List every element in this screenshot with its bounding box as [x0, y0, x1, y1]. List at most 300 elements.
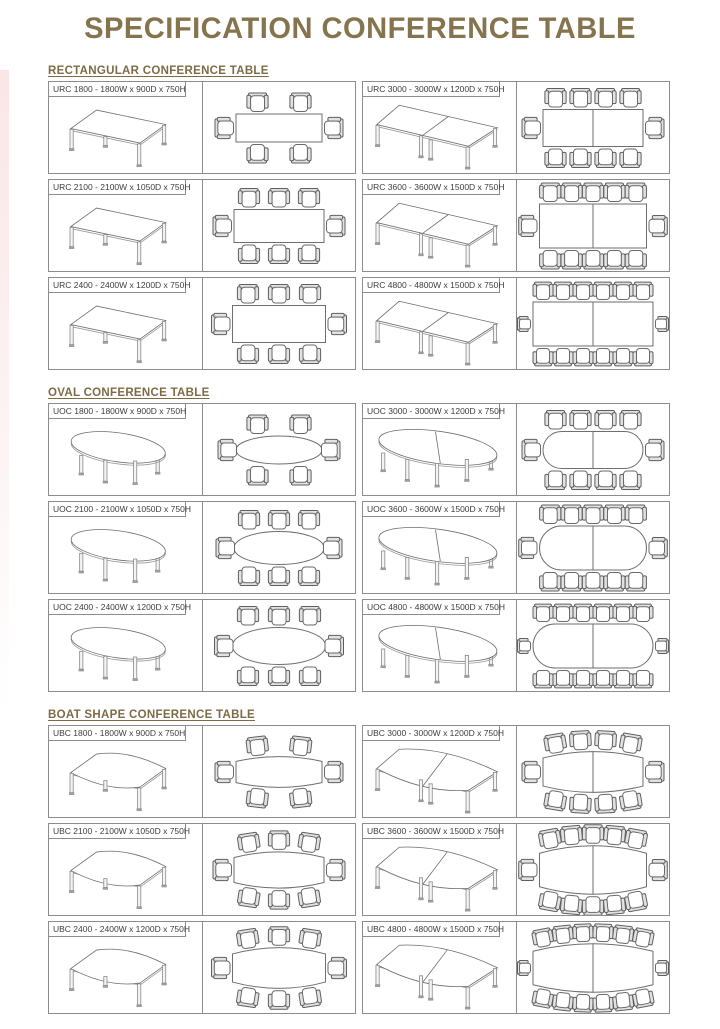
chair-icon	[325, 635, 344, 656]
section-heading: BOAT SHAPE CONFERENCE TABLE	[48, 709, 256, 721]
chair-icon	[620, 411, 641, 430]
chair-icon	[649, 216, 667, 237]
table-3d-drawing	[363, 615, 516, 691]
cell-left-pane	[363, 600, 516, 691]
chair-icon	[573, 282, 593, 299]
chair-icon	[620, 89, 641, 108]
chair-icon	[632, 988, 655, 1009]
spec-cell	[48, 599, 356, 692]
spec-section	[48, 61, 670, 370]
chair-icon	[215, 761, 234, 782]
table-3d-drawing	[49, 741, 202, 817]
chair-icon	[569, 731, 591, 751]
chair-icon	[619, 790, 643, 812]
chair-icon	[573, 604, 593, 621]
chair-icon	[216, 537, 235, 558]
chair-icon	[290, 467, 311, 486]
table-top	[71, 208, 166, 241]
chair-icon	[625, 251, 646, 270]
chair-icon	[299, 667, 320, 686]
chair-icon	[620, 149, 641, 168]
chair-icon	[298, 986, 322, 1007]
chair-icon	[247, 93, 268, 112]
chair-icon	[649, 860, 667, 881]
chair-icon	[268, 245, 289, 264]
section-heading: RECTANGULAR CONFERENCE TABLE	[48, 65, 269, 77]
chair-icon	[322, 439, 341, 460]
chair-icon	[237, 887, 261, 908]
chair-icon	[289, 788, 312, 809]
spec-cell	[48, 81, 356, 174]
chair-icon	[633, 671, 653, 688]
chair-icon	[236, 986, 260, 1007]
chair-icon	[604, 183, 625, 202]
chair-icon	[656, 639, 669, 654]
model-label: URC 2100 - 2100W x 1050D x 750H	[49, 180, 186, 195]
chair-icon	[560, 895, 583, 915]
chair-icon	[299, 607, 320, 626]
chair-icon	[522, 117, 541, 138]
table-topview-drawing	[516, 600, 669, 691]
chair-icon	[569, 794, 591, 814]
chair-icon	[582, 897, 603, 915]
chair-icon	[215, 117, 234, 138]
spec-section	[48, 705, 670, 1014]
chair-icon	[268, 607, 289, 626]
chair-icon	[247, 415, 268, 434]
chair-icon	[298, 245, 319, 264]
table-3d-drawing	[49, 839, 202, 915]
cell-left-pane	[363, 82, 516, 173]
cell-left-pane	[49, 180, 202, 271]
chair-icon	[620, 471, 641, 490]
chair-icon	[656, 317, 669, 332]
chair-icon	[553, 282, 573, 299]
cell-left-pane	[49, 278, 202, 369]
table-3d-drawing	[363, 293, 516, 369]
chair-icon	[553, 349, 573, 366]
chair-icon	[632, 927, 655, 948]
chair-icon	[552, 992, 574, 1012]
chair-icon	[570, 149, 591, 168]
chair-icon	[246, 788, 269, 809]
model-label: UBC 2100 - 2100W x 1050D x 750H	[49, 824, 186, 839]
spec-cell	[362, 179, 670, 272]
model-label: URC 3000 - 3000W x 1200D x 750H	[363, 82, 500, 97]
chair-icon	[237, 832, 261, 853]
table-top	[71, 306, 166, 339]
cell-left-pane	[49, 502, 202, 593]
model-label: UBC 2400 - 2400W x 1200D x 750H	[49, 922, 186, 937]
chair-icon	[519, 859, 537, 880]
chair-icon	[268, 991, 289, 1010]
model-label: UOC 3000 - 3000W x 1200D x 750H	[363, 404, 500, 419]
chair-icon	[545, 411, 566, 430]
table-3d-drawing	[363, 839, 516, 915]
table-top	[236, 436, 322, 464]
table-top	[69, 622, 167, 664]
table-top	[234, 852, 324, 888]
chair-icon	[212, 313, 231, 334]
cell-left-pane	[363, 726, 516, 817]
chair-icon	[268, 567, 289, 586]
chair-icon	[646, 761, 665, 782]
scan-artifact	[0, 70, 9, 710]
table-topview-drawing	[516, 404, 669, 495]
model-label: UOC 2100 - 2100W x 1050D x 750H	[49, 502, 186, 517]
chair-icon	[595, 411, 616, 430]
chair-icon	[633, 349, 653, 366]
table-top	[69, 524, 167, 566]
chair-icon	[297, 832, 321, 853]
chair-icon	[656, 961, 669, 976]
chair-icon	[573, 924, 594, 942]
chair-icon	[212, 957, 231, 978]
chair-icon	[561, 183, 582, 202]
chair-icon	[237, 607, 258, 626]
table-top	[377, 105, 498, 146]
chair-icon	[237, 345, 258, 364]
chair-icon	[268, 285, 289, 304]
chair-icon	[594, 731, 616, 751]
chair-icon	[299, 285, 320, 304]
chair-icon	[238, 245, 259, 264]
chair-icon	[327, 215, 346, 236]
chair-icon	[646, 439, 665, 460]
spec-grid	[48, 403, 670, 692]
model-label: UBC 4800 - 4800W x 1500D x 750H	[363, 922, 500, 937]
cell-left-pane	[49, 600, 202, 691]
chair-icon	[218, 439, 237, 460]
chair-icon	[247, 467, 268, 486]
chair-icon	[236, 928, 260, 949]
chair-icon	[519, 537, 537, 558]
chair-icon	[561, 505, 582, 524]
chair-icon	[540, 251, 561, 270]
chair-icon	[328, 313, 347, 334]
table-top	[377, 847, 498, 889]
chair-icon	[604, 251, 625, 270]
chair-icon	[545, 149, 566, 168]
chair-icon	[593, 604, 613, 621]
model-label: UOC 2400 - 2400W x 1200D x 750H	[49, 600, 186, 615]
cell-left-pane	[363, 922, 516, 1013]
chair-icon	[570, 471, 591, 490]
table-topview-drawing	[516, 82, 669, 173]
chair-icon	[247, 145, 268, 164]
chair-icon	[531, 927, 554, 948]
chair-icon	[518, 317, 531, 332]
table-3d-drawing	[49, 937, 202, 1013]
table-topview-drawing	[202, 180, 355, 271]
cell-left-pane	[49, 404, 202, 495]
chair-icon	[290, 415, 311, 434]
chair-icon	[298, 567, 319, 586]
table-top	[233, 306, 326, 343]
chair-icon	[573, 994, 594, 1012]
chair-icon	[625, 573, 646, 592]
table-top	[71, 851, 166, 886]
chair-icon	[533, 282, 553, 299]
chair-icon	[570, 89, 591, 108]
spec-cell	[362, 599, 670, 692]
chair-icon	[613, 604, 633, 621]
table-topview-drawing	[516, 278, 669, 369]
table-top	[377, 301, 498, 342]
chair-icon	[268, 511, 289, 530]
table-3d-drawing	[363, 741, 516, 817]
chair-icon	[625, 505, 646, 524]
chair-icon	[325, 117, 344, 138]
chair-icon	[533, 349, 553, 366]
chair-icon	[268, 831, 289, 850]
chair-icon	[573, 349, 593, 366]
chair-icon	[237, 285, 258, 304]
chair-icon	[237, 667, 258, 686]
chair-icon	[298, 928, 322, 949]
table-topview-drawing	[202, 922, 355, 1013]
chair-icon	[289, 736, 312, 757]
chair-icon	[238, 511, 259, 530]
cell-left-pane	[363, 180, 516, 271]
chair-icon	[613, 671, 633, 688]
table-3d-drawing	[363, 97, 516, 173]
chair-icon	[633, 282, 653, 299]
table-3d-drawing	[49, 293, 202, 369]
chair-icon	[595, 471, 616, 490]
model-label: URC 3600 - 3600W x 1500D x 750H	[363, 180, 500, 195]
table-3d-drawing	[363, 419, 516, 495]
spec-cell	[362, 81, 670, 174]
chair-icon	[268, 345, 289, 364]
cell-left-pane	[363, 404, 516, 495]
chair-icon	[624, 890, 648, 912]
chair-icon	[268, 927, 289, 946]
spec-cell	[362, 725, 670, 818]
chair-icon	[297, 887, 321, 908]
chair-icon	[612, 992, 634, 1012]
spec-grid	[48, 81, 670, 370]
spec-cell	[362, 823, 670, 916]
chair-icon	[545, 471, 566, 490]
table-3d-drawing	[363, 517, 516, 593]
chair-icon	[582, 183, 603, 202]
chair-icon	[540, 505, 561, 524]
chair-icon	[268, 667, 289, 686]
spec-cell	[48, 277, 356, 370]
chair-icon	[582, 251, 603, 270]
spec-section	[48, 383, 670, 692]
chair-icon	[268, 891, 289, 910]
chair-icon	[213, 859, 232, 880]
chair-icon	[531, 988, 554, 1009]
chair-icon	[213, 215, 232, 236]
table-top	[377, 945, 498, 987]
chair-icon	[298, 189, 319, 208]
chair-icon	[582, 825, 603, 844]
chair-icon	[324, 537, 343, 558]
chair-icon	[582, 573, 603, 592]
chair-icon	[553, 604, 573, 621]
table-topview-drawing	[202, 82, 355, 173]
table-topview-drawing	[516, 180, 669, 271]
chair-icon	[593, 671, 613, 688]
chair-icon	[593, 994, 614, 1012]
chair-icon	[582, 505, 603, 524]
chair-icon	[625, 183, 646, 202]
spec-cell	[362, 403, 670, 496]
model-label: UOC 3600 - 3600W x 1500D x 750H	[363, 502, 500, 517]
chair-icon	[522, 439, 541, 460]
cell-left-pane	[363, 502, 516, 593]
chair-icon	[570, 411, 591, 430]
chair-icon	[238, 567, 259, 586]
model-label: URC 4800 - 4800W x 1500D x 750H	[363, 278, 500, 293]
chair-icon	[593, 924, 614, 942]
chair-icon	[545, 89, 566, 108]
table-top	[71, 949, 166, 984]
chair-icon	[533, 671, 553, 688]
chair-icon	[290, 93, 311, 112]
table-top	[233, 628, 326, 665]
chair-icon	[552, 925, 574, 945]
spec-cell	[48, 403, 356, 496]
chair-icon	[540, 183, 561, 202]
table-topview-drawing	[202, 600, 355, 691]
chair-icon	[268, 189, 289, 208]
chair-icon	[649, 538, 667, 559]
chair-icon	[561, 573, 582, 592]
table-topview-drawing	[516, 824, 669, 915]
chair-icon	[246, 736, 269, 757]
model-label: UBC 1800 - 1800W x 900D x 750H	[49, 726, 186, 741]
table-topview-drawing	[516, 502, 669, 593]
cell-left-pane	[49, 82, 202, 173]
table-3d-drawing	[49, 419, 202, 495]
chair-icon	[646, 117, 665, 138]
cell-left-pane	[363, 824, 516, 915]
spec-cell	[362, 921, 670, 1014]
chair-icon	[543, 733, 567, 755]
chair-icon	[593, 282, 613, 299]
chair-icon	[215, 635, 234, 656]
spec-cell	[48, 501, 356, 594]
table-topview-drawing	[202, 824, 355, 915]
table-top	[234, 532, 324, 565]
chair-icon	[553, 671, 573, 688]
table-3d-drawing	[363, 195, 516, 271]
table-topview-drawing	[202, 502, 355, 593]
chair-icon	[518, 961, 531, 976]
chair-icon	[522, 761, 541, 782]
chair-icon	[613, 349, 633, 366]
spec-cell	[48, 725, 356, 818]
table-3d-drawing	[49, 615, 202, 691]
spec-cell	[362, 277, 670, 370]
table-top	[69, 426, 167, 468]
model-label: URC 1800 - 1800W x 900D x 750H	[49, 82, 186, 97]
model-label: UBC 3600 - 3600W x 1500D x 750H	[363, 824, 500, 839]
chair-icon	[603, 895, 626, 915]
chair-icon	[238, 189, 259, 208]
model-label: UOC 1800 - 1800W x 900D x 750H	[49, 404, 186, 419]
chair-icon	[533, 604, 553, 621]
model-label: URC 2400 - 2400W x 1200D x 750H	[49, 278, 186, 293]
table-topview-drawing	[202, 404, 355, 495]
cell-left-pane	[49, 726, 202, 817]
cell-left-pane	[49, 922, 202, 1013]
table-top	[234, 210, 324, 243]
section-heading: OVAL CONFERENCE TABLE	[48, 387, 210, 399]
table-top	[71, 110, 166, 143]
table-top	[233, 948, 326, 989]
page-title: SPECIFICATION CONFERENCE TABLE	[84, 12, 636, 45]
chair-icon	[573, 671, 593, 688]
spec-cell	[48, 823, 356, 916]
cell-left-pane	[363, 278, 516, 369]
table-3d-drawing	[363, 937, 516, 1013]
chair-icon	[299, 345, 320, 364]
chair-icon	[613, 282, 633, 299]
chair-icon	[325, 761, 344, 782]
table-top	[236, 757, 322, 788]
chair-icon	[290, 145, 311, 164]
chair-icon	[612, 925, 634, 945]
table-top	[71, 753, 166, 788]
chair-icon	[593, 349, 613, 366]
table-topview-drawing	[202, 726, 355, 817]
table-topview-drawing	[516, 922, 669, 1013]
chair-icon	[619, 733, 643, 755]
chair-icon	[538, 890, 562, 912]
chair-icon	[595, 89, 616, 108]
chair-icon	[603, 825, 626, 845]
chair-icon	[540, 573, 561, 592]
table-3d-drawing	[49, 517, 202, 593]
table-top	[377, 749, 498, 791]
chair-icon	[633, 604, 653, 621]
table-top	[236, 114, 322, 142]
chair-icon	[298, 511, 319, 530]
chair-icon	[543, 790, 567, 812]
model-label: UOC 4800 - 4800W x 1500D x 750H	[363, 600, 500, 615]
spec-cell	[48, 179, 356, 272]
chair-icon	[604, 573, 625, 592]
table-top	[377, 203, 498, 244]
spec-grid	[48, 725, 670, 1014]
chair-icon	[560, 825, 583, 845]
chair-icon	[595, 149, 616, 168]
chair-icon	[328, 957, 347, 978]
table-3d-drawing	[49, 97, 202, 173]
chair-icon	[594, 794, 616, 814]
chair-icon	[538, 828, 562, 850]
chair-icon	[624, 828, 648, 850]
spec-cell	[362, 501, 670, 594]
model-label: UBC 3000 - 3000W x 1200D x 750H	[363, 726, 500, 741]
chair-icon	[604, 505, 625, 524]
chair-icon	[561, 251, 582, 270]
chair-icon	[327, 859, 346, 880]
table-topview-drawing	[516, 726, 669, 817]
chair-icon	[518, 639, 531, 654]
table-3d-drawing	[49, 195, 202, 271]
cell-left-pane	[49, 824, 202, 915]
table-topview-drawing	[202, 278, 355, 369]
sections	[48, 61, 670, 1014]
spec-cell	[48, 921, 356, 1014]
chair-icon	[519, 215, 537, 236]
